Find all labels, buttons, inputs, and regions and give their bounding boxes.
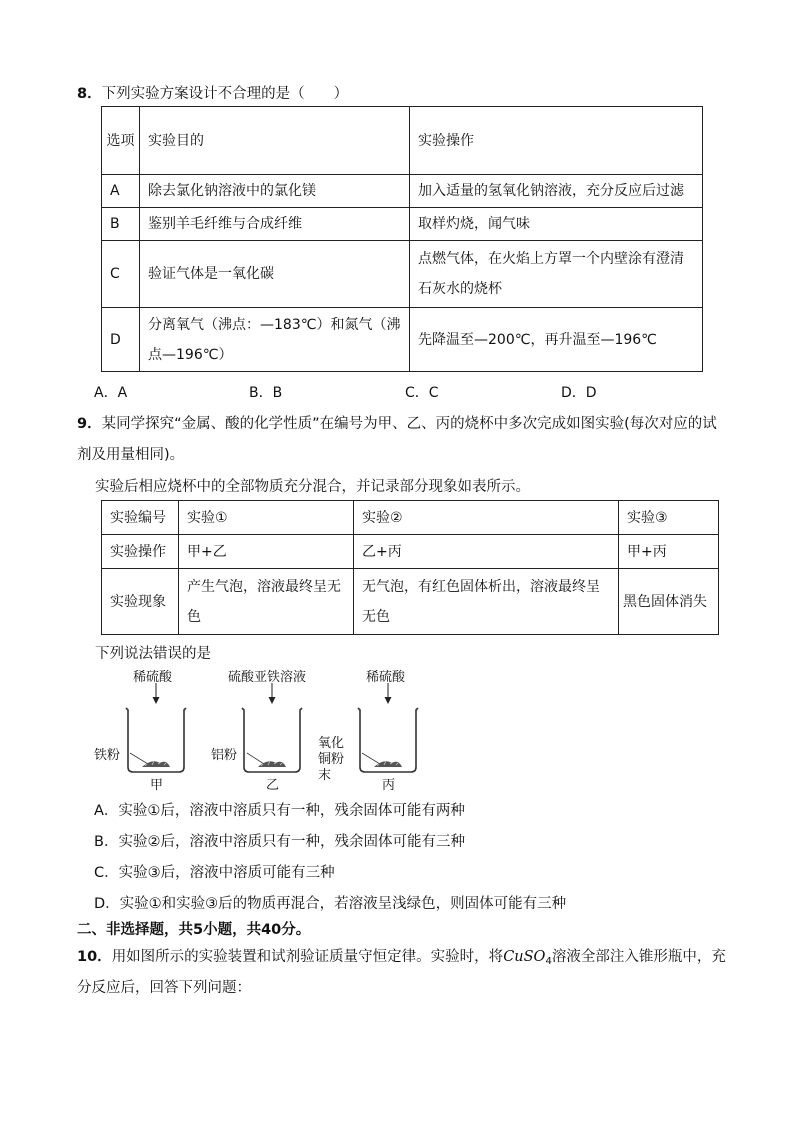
question-8-table — [101, 106, 703, 372]
question-10-formula: CuSO — [503, 949, 546, 965]
question-9-line2: 剂及用量相同)。 — [77, 447, 185, 463]
table-row — [102, 241, 703, 308]
question-9-number: 9． — [77, 416, 102, 432]
table-row — [102, 535, 719, 569]
question-10-number: 10． — [77, 949, 112, 965]
question-10-line2: 分反应后，回答下列问题： — [77, 980, 251, 996]
beaker-bing-top-label: 稀硫酸 — [366, 670, 406, 685]
beakers-svg — [90, 666, 430, 796]
header-exp-2: 实验② — [354, 501, 619, 535]
row-c-operation: 点燃气体，在火焰上方罩一个内壁涂有澄清石灰水的烧杯 — [410, 241, 703, 308]
row-phenomenon-1: 产生气泡，溶液最终呈无色 — [179, 569, 354, 635]
header-exp-3: 实验③ — [619, 501, 719, 535]
row-operation-2: 乙+丙 — [354, 535, 619, 569]
row-d-option: D — [102, 308, 140, 372]
q9-option-d[interactable]: D．实验①和实验③后的物质再混合，若溶液呈浅绿色，则固体可能有三种 — [94, 896, 567, 912]
table-header-row — [102, 501, 719, 535]
row-phenomenon-3: 黑色固体消失 — [619, 569, 719, 635]
beaker-yi-top-label: 硫酸亚铁溶液 — [228, 670, 307, 685]
row-a-operation: 加入适量的氢氧化钠溶液，充分反应后过滤 — [410, 175, 703, 208]
row-b-purpose: 鉴别羊毛纤维与合成纤维 — [140, 208, 410, 241]
question-9-line1 — [77, 412, 717, 433]
table-row — [102, 175, 703, 208]
question-10-formula-sub: 4 — [545, 956, 552, 967]
header-operation: 实验操作 — [410, 107, 703, 175]
row-a-option: A — [102, 175, 140, 208]
q9-option-a[interactable]: A．实验①后，溶液中溶质只有一种，残余固体可能有两种 — [94, 803, 465, 819]
q9-option-b[interactable]: B．实验②后，溶液中溶质只有一种，残余固体可能有三种 — [94, 834, 465, 850]
beaker-jia-name: 甲 — [150, 778, 164, 793]
beaker-figure — [90, 666, 430, 796]
option-a[interactable]: A．A — [94, 385, 128, 401]
row-phenomenon-label: 实验现象 — [102, 569, 179, 635]
beaker-yi — [242, 683, 302, 772]
beaker-yi-name: 乙 — [266, 778, 280, 793]
question-10-text-after: 溶液全部注入锥形瓶中，充 — [551, 949, 726, 965]
header-exp-number: 实验编号 — [102, 501, 179, 535]
header-purpose: 实验目的 — [140, 107, 410, 175]
table-row — [102, 208, 703, 241]
section-2-heading: 二、非选择题，共5小题，共40分。 — [77, 922, 311, 938]
question-8-options — [94, 382, 694, 402]
row-phenomenon-2: 无气泡，有红色固体析出，溶液最终呈无色 — [354, 569, 619, 635]
row-operation-3: 甲+丙 — [619, 535, 719, 569]
question-10-line1 — [77, 945, 726, 967]
beaker-jia-side-label: 铁粉 — [94, 748, 121, 763]
row-a-purpose: 除去氯化钠溶液中的氯化镁 — [140, 175, 410, 208]
row-b-option: B — [102, 208, 140, 241]
table-row — [102, 308, 703, 372]
question-8-number: 8． — [77, 86, 102, 102]
beaker-jia-top-label: 稀硫酸 — [133, 670, 173, 685]
table-header-row — [102, 107, 703, 175]
question-9-prompt: 下列说法错误的是 — [95, 646, 211, 662]
header-option: 选项 — [102, 107, 140, 175]
row-c-option: C — [102, 241, 140, 308]
row-operation-label: 实验操作 — [102, 535, 179, 569]
beaker-jia — [126, 683, 186, 772]
beaker-yi-side-label: 铝粉 — [211, 748, 238, 763]
question-8-text: 下列实验方案设计不合理的是（ ） — [101, 86, 349, 102]
row-operation-1: 甲+乙 — [179, 535, 354, 569]
q9-option-c[interactable]: C．实验③后，溶液中溶质可能有三种 — [94, 865, 335, 881]
question-9-line3: 实验后相应烧杯中的全部物质充分混合，并记录部分现象如表所示。 — [95, 479, 530, 495]
question-9-table — [101, 500, 719, 635]
row-b-operation: 取样灼烧，闻气味 — [410, 208, 703, 241]
header-exp-1: 实验① — [179, 501, 354, 535]
question-9-text: 某同学探究“金属、酸的化学性质”在编号为甲、乙、丙的烧杯中多次完成如图实验(每次对应的试 — [101, 416, 717, 432]
option-c[interactable]: C．C — [405, 385, 439, 401]
row-d-purpose: 分离氧气（沸点：—183℃）和氮气（沸点—196℃） — [140, 308, 410, 372]
row-c-purpose: 验证气体是一氧化碳 — [140, 241, 410, 308]
question-8-stem — [77, 82, 348, 103]
question-10-text-before: 用如图所示的实验装置和试剂验证质量守恒定律。实验时，将 — [111, 949, 504, 965]
table-row — [102, 569, 719, 635]
option-b[interactable]: B．B — [249, 385, 283, 401]
beaker-bing-name: 丙 — [382, 778, 396, 793]
beaker-bing — [358, 683, 418, 772]
row-d-operation: 先降温至—200℃，再升温至—196℃ — [410, 308, 703, 372]
option-d[interactable]: D．D — [561, 385, 597, 401]
beaker-bing-side-label: 氧化铜粉末 — [318, 736, 345, 783]
